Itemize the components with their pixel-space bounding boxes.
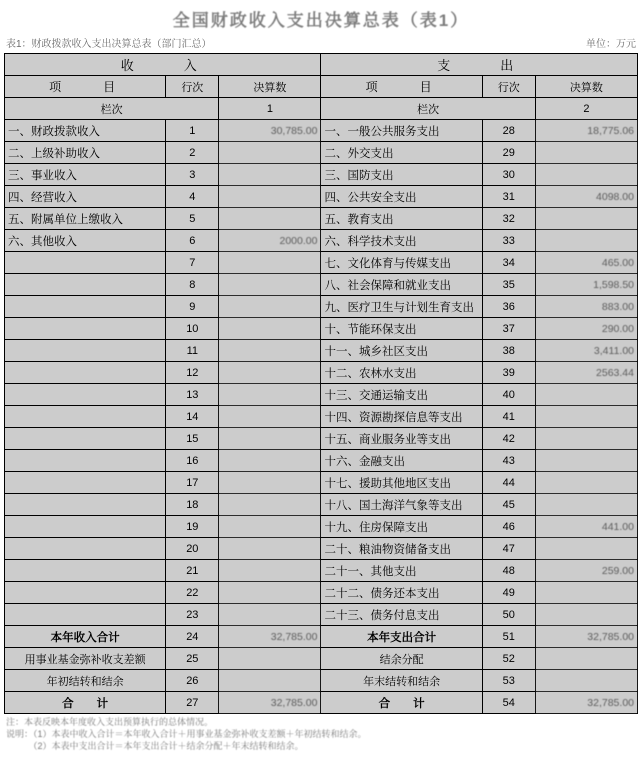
table-row <box>5 340 638 362</box>
cell-item: 二十一、其他支出 <box>321 560 482 582</box>
cell-line-number: 15 <box>166 428 219 450</box>
cell-line-number: 39 <box>482 362 535 384</box>
cell-amount <box>535 604 637 626</box>
cell-line-number: 37 <box>482 318 535 340</box>
cell-line-number: 20 <box>166 538 219 560</box>
cell-line-number: 22 <box>166 582 219 604</box>
cell-line-number: 31 <box>482 186 535 208</box>
cell-line-number: 10 <box>166 318 219 340</box>
cell-item: 本年支出合计 <box>321 626 482 648</box>
cell-line-number: 21 <box>166 560 219 582</box>
cell-line-number: 40 <box>482 384 535 406</box>
cell-amount: 30,785.00 <box>219 120 321 142</box>
cell-amount: 32,785.00 <box>535 692 637 714</box>
cell-item: 六、其他收入 <box>5 230 166 252</box>
table-row <box>5 670 638 692</box>
cell-amount <box>219 538 321 560</box>
cell-item <box>5 384 166 406</box>
cell-line-number: 50 <box>482 604 535 626</box>
cell-amount: 4098.00 <box>535 186 637 208</box>
cell-amount <box>219 142 321 164</box>
cell-item <box>5 318 166 340</box>
header-expense-section: 支 出 <box>321 54 638 76</box>
cell-line-number: 45 <box>482 494 535 516</box>
header-income-line: 行次 <box>166 76 219 98</box>
cell-amount <box>219 296 321 318</box>
cell-amount: 441.00 <box>535 516 637 538</box>
cell-item <box>5 582 166 604</box>
cell-item: 一、财政拨款收入 <box>5 120 166 142</box>
cell-item: 用事业基金弥补收支差额 <box>5 648 166 670</box>
table-row <box>5 164 638 186</box>
cell-amount <box>535 494 637 516</box>
cell-item: 四、经营收入 <box>5 186 166 208</box>
cell-amount <box>219 670 321 692</box>
table-row <box>5 186 638 208</box>
cell-amount <box>219 208 321 230</box>
cell-line-number: 27 <box>166 692 219 714</box>
cell-amount <box>535 230 637 252</box>
cell-item: 十五、商业服务业等支出 <box>321 428 482 450</box>
table-row <box>5 296 638 318</box>
cell-line-number: 4 <box>166 186 219 208</box>
table-header-column-row <box>5 76 638 98</box>
table-row <box>5 538 638 560</box>
cell-amount <box>219 252 321 274</box>
header-expense-amount: 决算数 <box>535 76 637 98</box>
table-row <box>5 626 638 648</box>
cell-amount: 32,785.00 <box>219 692 321 714</box>
cell-item <box>5 538 166 560</box>
cell-item: 三、国防支出 <box>321 164 482 186</box>
cell-line-number: 42 <box>482 428 535 450</box>
cell-amount <box>219 428 321 450</box>
cell-amount: 290.00 <box>535 318 637 340</box>
cell-line-number: 23 <box>166 604 219 626</box>
cell-line-number: 12 <box>166 362 219 384</box>
cell-item: 三、事业收入 <box>5 164 166 186</box>
cell-line-number: 1 <box>166 120 219 142</box>
cell-item: 十九、住房保障支出 <box>321 516 482 538</box>
cell-item: 八、社会保障和就业支出 <box>321 274 482 296</box>
cell-item: 一、一般公共服务支出 <box>321 120 482 142</box>
cell-item <box>5 516 166 538</box>
cell-item <box>5 252 166 274</box>
table-row <box>5 516 638 538</box>
cell-line-number: 3 <box>166 164 219 186</box>
table-row <box>5 406 638 428</box>
cell-amount <box>535 582 637 604</box>
cell-item: 七、文化体育与传媒支出 <box>321 252 482 274</box>
table-row <box>5 472 638 494</box>
cell-line-number: 49 <box>482 582 535 604</box>
cell-line-number: 18 <box>166 494 219 516</box>
cell-item: 二十、粮油物资储备支出 <box>321 538 482 560</box>
cell-line-number: 2 <box>166 142 219 164</box>
cell-line-number: 44 <box>482 472 535 494</box>
table-row <box>5 692 638 714</box>
cell-item: 二十二、债务还本支出 <box>321 582 482 604</box>
note-line-2: 说明：（1）本表中收入合计＝本年收入合计＋用事业基金弥补收支差额＋年初结转和结余。 <box>6 729 367 739</box>
cell-line-number: 47 <box>482 538 535 560</box>
table-header-section-row <box>5 54 638 76</box>
table-row <box>5 142 638 164</box>
header-expense-item: 项 目 <box>321 76 482 98</box>
cell-item <box>5 494 166 516</box>
cell-item: 二、外交支出 <box>321 142 482 164</box>
cell-amount <box>219 516 321 538</box>
subheader-unit: 单位：万元 <box>586 39 636 50</box>
cell-item <box>5 604 166 626</box>
cell-line-number: 9 <box>166 296 219 318</box>
table-row <box>5 384 638 406</box>
cell-item: 十一、城乡社区支出 <box>321 340 482 362</box>
cell-item <box>5 450 166 472</box>
table-row <box>5 582 638 604</box>
cell-line-number: 38 <box>482 340 535 362</box>
cell-line-number: 33 <box>482 230 535 252</box>
cell-line-number: 51 <box>482 626 535 648</box>
cell-item: 十二、农林水支出 <box>321 362 482 384</box>
cell-amount <box>535 142 637 164</box>
cell-item: 合 计 <box>321 692 482 714</box>
cell-item <box>5 274 166 296</box>
cell-line-number: 32 <box>482 208 535 230</box>
cell-item <box>5 428 166 450</box>
rank-label-expense: 栏次 <box>321 98 535 120</box>
header-expense-line: 行次 <box>482 76 535 98</box>
cell-item: 十八、国土海洋气象等支出 <box>321 494 482 516</box>
cell-line-number: 8 <box>166 274 219 296</box>
cell-amount <box>535 670 637 692</box>
page-title: 全国财政收入支出决算总表（表1） <box>172 11 470 30</box>
cell-line-number: 34 <box>482 252 535 274</box>
cell-amount <box>535 406 637 428</box>
cell-amount <box>219 648 321 670</box>
cell-line-number: 54 <box>482 692 535 714</box>
cell-line-number: 30 <box>482 164 535 186</box>
cell-line-number: 13 <box>166 384 219 406</box>
rank-income: 1 <box>219 98 321 120</box>
cell-amount <box>219 318 321 340</box>
cell-line-number: 17 <box>166 472 219 494</box>
cell-amount <box>535 450 637 472</box>
cell-item <box>5 340 166 362</box>
cell-line-number: 35 <box>482 274 535 296</box>
cell-item: 五、教育支出 <box>321 208 482 230</box>
cell-amount <box>219 450 321 472</box>
cell-amount <box>219 604 321 626</box>
cell-line-number: 28 <box>482 120 535 142</box>
cell-amount <box>219 384 321 406</box>
cell-item <box>5 472 166 494</box>
cell-item: 结余分配 <box>321 648 482 670</box>
cell-amount <box>535 164 637 186</box>
note-line-3: （2）本表中支出合计＝本年支出合计＋结余分配＋年末结转和结余。 <box>6 741 304 751</box>
cell-item <box>5 406 166 428</box>
cell-item: 六、科学技术支出 <box>321 230 482 252</box>
cell-item: 十三、交通运输支出 <box>321 384 482 406</box>
table-header-rank-row <box>5 98 638 120</box>
table-row <box>5 120 638 142</box>
cell-item <box>5 362 166 384</box>
cell-amount: 32,785.00 <box>535 626 637 648</box>
cell-amount <box>219 164 321 186</box>
table-body <box>5 120 638 714</box>
rank-expense: 2 <box>535 98 637 120</box>
cell-line-number: 6 <box>166 230 219 252</box>
cell-line-number: 11 <box>166 340 219 362</box>
cell-amount: 259.00 <box>535 560 637 582</box>
cell-line-number: 24 <box>166 626 219 648</box>
cell-amount: 2000.00 <box>219 230 321 252</box>
cell-amount: 465.00 <box>535 252 637 274</box>
note-line-1: 注：本表反映本年度收入支出预算执行的总体情况。 <box>6 717 214 727</box>
cell-item: 二十三、债务付息支出 <box>321 604 482 626</box>
cell-amount: 883.00 <box>535 296 637 318</box>
cell-line-number: 19 <box>166 516 219 538</box>
cell-amount <box>219 472 321 494</box>
cell-amount: 2563.44 <box>535 362 637 384</box>
cell-item: 十四、资源勘探信息等支出 <box>321 406 482 428</box>
cell-line-number: 25 <box>166 648 219 670</box>
cell-amount <box>219 274 321 296</box>
cell-line-number: 43 <box>482 450 535 472</box>
table-row <box>5 274 638 296</box>
cell-line-number: 14 <box>166 406 219 428</box>
cell-item: 五、附属单位上缴收入 <box>5 208 166 230</box>
cell-amount <box>219 582 321 604</box>
cell-amount <box>219 340 321 362</box>
cell-line-number: 48 <box>482 560 535 582</box>
cell-amount <box>219 362 321 384</box>
cell-line-number: 46 <box>482 516 535 538</box>
cell-item: 合 计 <box>5 692 166 714</box>
table-row <box>5 230 638 252</box>
table-row <box>5 494 638 516</box>
cell-amount <box>219 406 321 428</box>
cell-amount: 32,785.00 <box>219 626 321 648</box>
rank-label-income: 栏次 <box>5 98 219 120</box>
table-row <box>5 450 638 472</box>
header-income-section: 收 入 <box>5 54 321 76</box>
cell-line-number: 52 <box>482 648 535 670</box>
header-income-amount: 决算数 <box>219 76 321 98</box>
cell-item: 本年收入合计 <box>5 626 166 648</box>
subheader <box>4 33 638 53</box>
subheader-left: 表1：财政拨款收入支出决算总表（部门汇总） <box>6 39 212 50</box>
cell-amount <box>535 538 637 560</box>
cell-amount <box>535 384 637 406</box>
cell-amount <box>219 186 321 208</box>
cell-amount <box>535 208 637 230</box>
cell-item: 十、节能环保支出 <box>321 318 482 340</box>
cell-amount: 18,775.06 <box>535 120 637 142</box>
table-row <box>5 604 638 626</box>
cell-amount: 3,411.00 <box>535 340 637 362</box>
table-row <box>5 428 638 450</box>
cell-amount <box>535 648 637 670</box>
table-row <box>5 252 638 274</box>
cell-amount <box>219 494 321 516</box>
cell-item: 十六、金融支出 <box>321 450 482 472</box>
table-row <box>5 208 638 230</box>
cell-amount <box>535 428 637 450</box>
cell-line-number: 53 <box>482 670 535 692</box>
table-row <box>5 362 638 384</box>
cell-line-number: 16 <box>166 450 219 472</box>
cell-line-number: 5 <box>166 208 219 230</box>
budget-table <box>4 53 638 714</box>
cell-item <box>5 296 166 318</box>
header-income-item: 项 目 <box>5 76 166 98</box>
cell-item: 年初结转和结余 <box>5 670 166 692</box>
cell-item: 四、公共安全支出 <box>321 186 482 208</box>
cell-item: 年末结转和结余 <box>321 670 482 692</box>
cell-line-number: 36 <box>482 296 535 318</box>
cell-amount: 1,598.50 <box>535 274 637 296</box>
cell-item <box>5 560 166 582</box>
table-row <box>5 560 638 582</box>
cell-item: 二、上级补助收入 <box>5 142 166 164</box>
table-row <box>5 648 638 670</box>
cell-line-number: 26 <box>166 670 219 692</box>
cell-item: 九、医疗卫生与计划生育支出 <box>321 296 482 318</box>
cell-line-number: 7 <box>166 252 219 274</box>
table-notes <box>4 714 638 752</box>
cell-item: 十七、援助其他地区支出 <box>321 472 482 494</box>
cell-amount <box>535 472 637 494</box>
table-row <box>5 318 638 340</box>
cell-amount <box>219 560 321 582</box>
cell-line-number: 41 <box>482 406 535 428</box>
cell-line-number: 29 <box>482 142 535 164</box>
